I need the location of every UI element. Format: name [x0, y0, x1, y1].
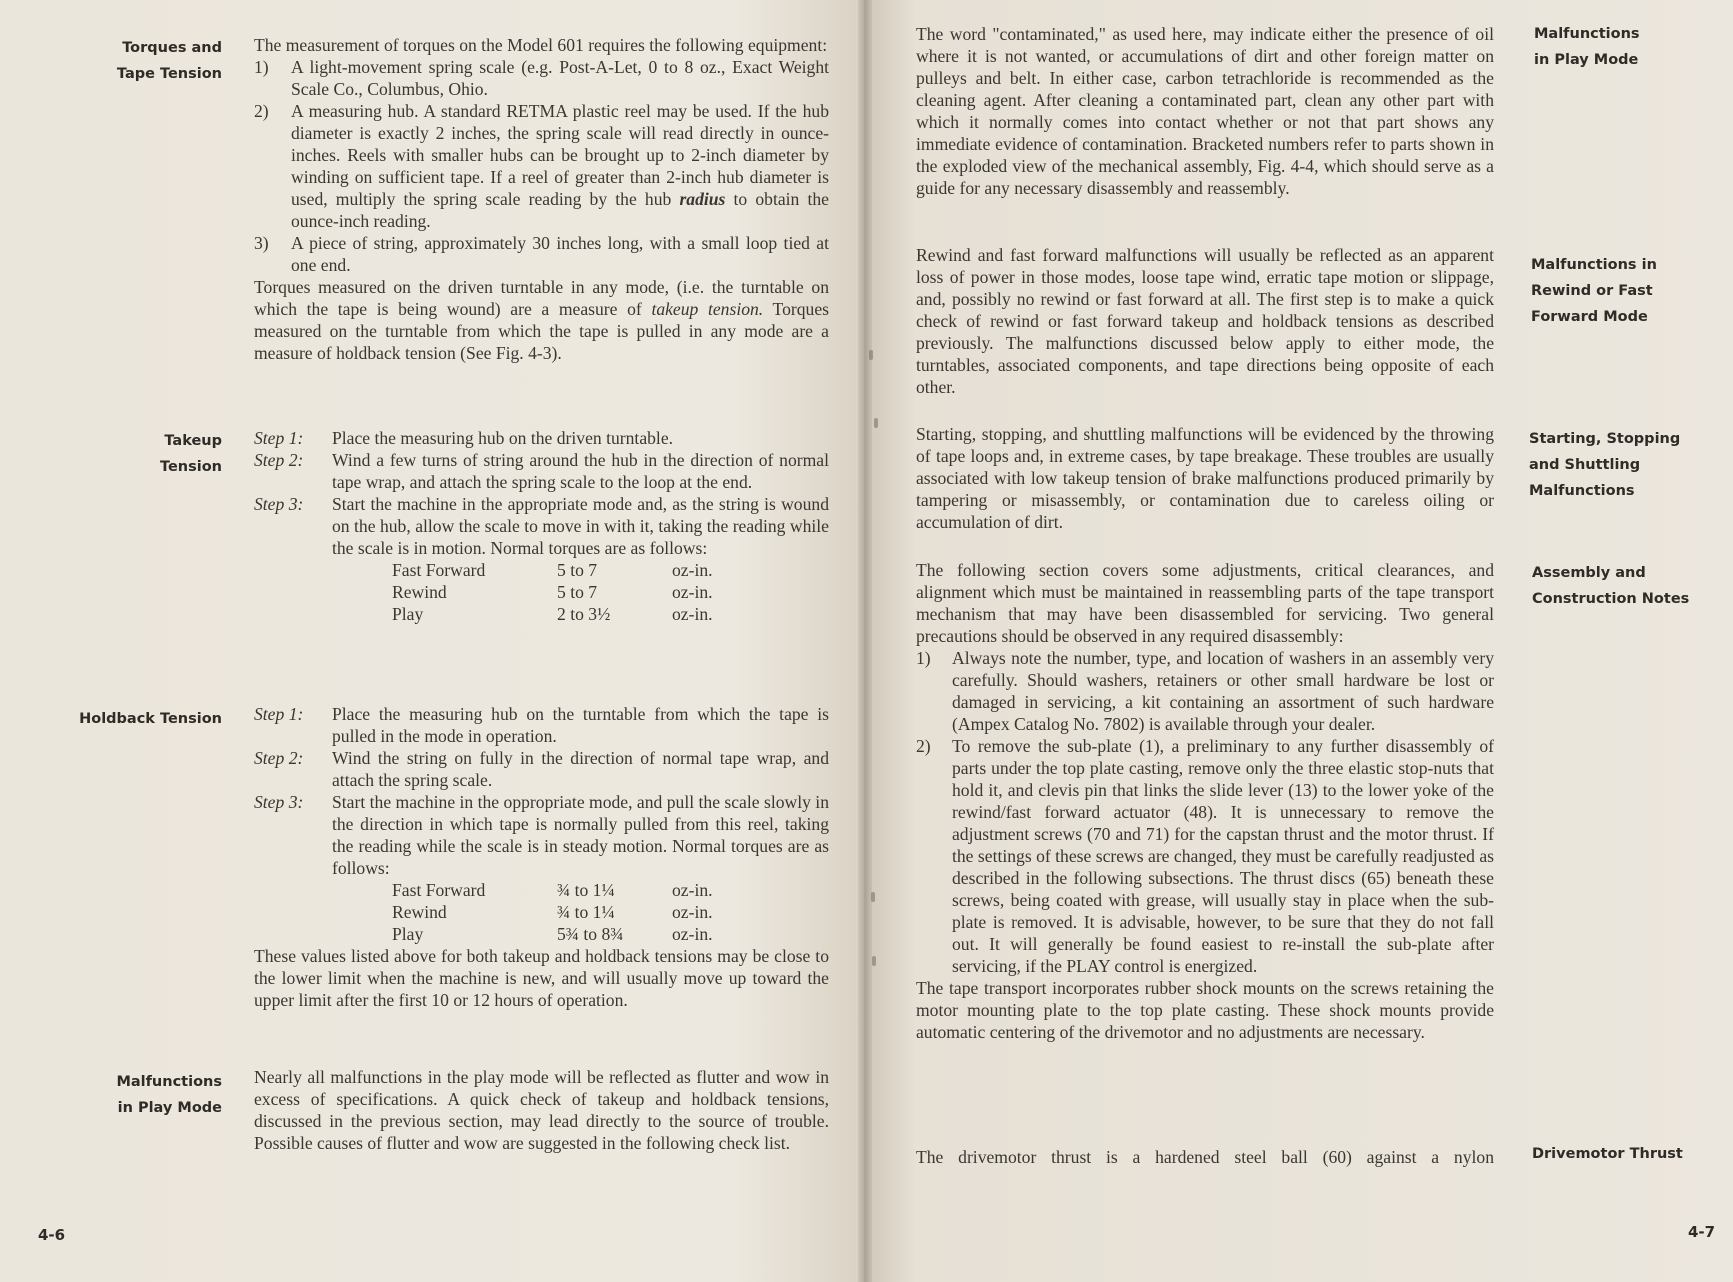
holdback-section: [254, 703, 829, 1011]
table-row: Play 5¾ to 8¾ oz-in.: [392, 924, 713, 944]
takeup-section: [254, 427, 829, 625]
starting-section: Starting, stopping, and shuttling malfunctions will be evidenced by the throwing of tape loops and, in extreme cases, by tape breakage. These troubles are usually associated with low takeup tension of brake malfunctions produced primarily by tampering or misassembly, or contamination due to careless oiling or accumulation of dirt.: [916, 424, 1494, 532]
list-item: 1) Always note the number, type, and location of washers in an assembly very carefully. Should washers, retainers or other small hardware be lost or damaged in servicing, a kit containing an assortment of such hardware (Ampex Catalog No. 7802) is available through your dealer.: [916, 648, 1494, 734]
list-item: 2) A measuring hub. A standard RETMA plastic reel may be used. If the hub diameter is exactly 2 inches, the spring scale will read directly in ounce-inches. Reels with smaller hubs can be brought up to 2-inch diameter by winding on sufficient tape. If a reel of greater than 2-inch hub diameter is used, multiply the spring scale reading by the hub radius to obtain the ounce-inch reading.: [254, 101, 829, 231]
print-speck: [872, 956, 876, 966]
print-speck: [874, 418, 878, 428]
list-item: 2) To remove the sub-plate (1), a preliminary to any further disassembly of parts under the top plate casting, remove only the three elastic stop-nuts that hold it, and clevis pin that links the slide lever (13) to the lower yoke of the rewind/fast forward actuator (48). It is unnecessary to remove the adjustment screws (70 and 71) for the capstan thrust and the motor thrust. If the settings of these screws are changed, they must be carefully readjusted as described in the following subsections. The thrust discs (65) beneath these screws, being coated with grease, will usually stay in place when the sub-plate is removed. It is advisable, however, to be sure that they do not fall out. It will generally be found easiest to re-install the sub-plate after servicing, if the PLAY control is energized.: [916, 736, 1494, 976]
book-gutter: [858, 0, 872, 1282]
assembly-section: The following section covers some adjustments, critical clearances, and alignment which must be maintained in reassembling parts of the tape transport mechanism that may have been disassembled for servicing. Two general precautions should be observed in any required disassembly: 1) Always note the number, type, and location of washers in an assembly very carefully. Should washers, retainers or other small hardware be lost or damaged in servicing, a kit containing an assortment of such hardware (Ampex Catalog No. 7802) is available through your dealer. 2) To remove the sub-plate (1), a preliminary to any further disassembly of parts under the top plate casting, remove only the three elastic stop-nuts that hold it, and clevis pin that links the slide lever (13) to the lower yoke of the rewind/fast forward actuator (48). It is unnecessary to remove the adjustment screws (70 and 71) for the capstan thrust and the motor thrust. If the settings of these screws are changed, they must be carefully readjusted as described in the following subsections. The thrust discs (65) beneath these screws, being coated with grease, will usually stay in place when the sub-plate is removed. It is advisable, however, to be sure that they do not fall out. It will generally be found easiest to re-install the sub-plate after servicing, if the PLAY control is energized. The tape transport incorporates rubber shock mounts on the screws retaining the motor mounting plate to the top plate casting. These shock mounts provide automatic centering of the drivemotor and no adjustments are necessary.: [916, 560, 1494, 1042]
step: Step 3: Start the machine in the oppropriate mode, and pull the scale slowly in the direction in which tape is normally pulled from this reel, taking the reading while the scale is in steady motion. Normal torques are as follows:: [254, 792, 829, 878]
holdback-torque-table: [392, 879, 713, 945]
step: Step 1: Place the measuring hub on the turntable from which the tape is pulled in the mode in operation.: [254, 704, 829, 746]
heading-play-mode: Malfunctions in Play Mode: [116, 1074, 222, 1116]
step: Step 2: Wind a few turns of string around the hub in the direction of normal tape wrap, and attach the spring scale to the loop at the end.: [254, 450, 829, 492]
table-row: Play 2 to 3½ oz-in.: [392, 604, 713, 624]
play-mode-section: Nearly all malfunctions in the play mode will be reflected as flutter and wow in excess of specifications. A quick check of takeup and holdback tensions, discussed in the previous section, may lead directly to the source of trouble. Possible causes of flutter and wow are suggested in the following check list.: [254, 1067, 829, 1153]
step: Step 2: Wind the string on fully in the direction of normal tape wrap, and attach the spring scale.: [254, 748, 829, 790]
print-speck: [871, 892, 875, 902]
heading-holdback: Holdback Tension: [79, 711, 222, 727]
torques-section: [254, 34, 829, 364]
table-row: Rewind ¾ to 1¼ oz-in.: [392, 902, 713, 922]
table-row: Fast Forward 5 to 7 oz-in.: [392, 560, 713, 580]
page-number-right: 4-7: [1688, 1223, 1716, 1241]
heading-assembly: Assembly and Construction Notes: [1532, 565, 1690, 607]
step: Step 3: Start the machine in the appropriate mode and, as the string is wound on the hub, allow the scale to move in with it, taking the reading while the scale is in motion. Normal torques are as follows:: [254, 494, 829, 558]
play-mode-cont-section: The word "contaminated," as used here, may indicate either the presence of oil where it is not wanted, or accumulations of dirt and other foreign matter on pulleys and belt. In either case, carbon tetrachloride is recommended as the cleaning agent. After cleaning a contaminated part, clean any other part with which it normally comes into contact whether or not that part shows any immediate evidence of contamination. Bracketed numbers refer to parts shown in the exploded view of the mechanical assembly, Fig. 4-4, which should serve as a guide for any necessary disassembly and reassembly.: [916, 24, 1494, 198]
torques-closing: Torques measured on the driven turntable in any mode, (i.e. the turntable on which the tape is being wound) are a measure of takeup tension. Torques measured on the turntable from which the tape is pulled in any mode are a measure of holdback tension (See Fig. 4-3).: [254, 277, 829, 363]
list-item: 1) A light-movement spring scale (e.g. Post-A-Let, 0 to 8 oz., Exact Weight Scale Co., Columbus, Ohio.: [254, 57, 829, 99]
torques-intro: The measurement of torques on the Model 601 requires the following equipment:: [254, 35, 828, 55]
holdback-closing: These values listed above for both takeup and holdback tensions may be close to the lower limit when the machine is new, and will usually move up toward the upper limit after the first 10 or 12 hours of operation.: [254, 946, 829, 1010]
drivemotor-section: The drivemotor thrust is a hardened steel ball (60) against a nylon: [916, 1147, 1494, 1167]
print-speck: [869, 350, 873, 360]
heading-starting: Starting, Stopping and Shuttling Malfunctions: [1529, 431, 1681, 499]
heading-torques: Torques and Tape Tension: [116, 40, 222, 82]
heading-drivemotor: Drivemotor Thrust: [1532, 1146, 1683, 1162]
list-item: 3) A piece of string, approximately 30 inches long, with a small loop tied at one end.: [254, 233, 829, 275]
table-row: Rewind 5 to 7 oz-in.: [392, 582, 713, 602]
takeup-torque-table: [392, 559, 713, 625]
page-number-left: 4-6: [38, 1226, 66, 1244]
heading-takeup: Takeup Tension: [159, 433, 222, 475]
table-row: Fast Forward ¾ to 1¼ oz-in.: [392, 880, 713, 900]
rewind-ff-section: Rewind and fast forward malfunctions will usually be reflected as an apparent loss of power in those modes, loose tape wind, erratic tape motion or slippage, and, possibly no rewind or fast forward at all. The first step is to make a quick check of rewind or fast forward takeup and holdback tensions as described previously. The malfunctions discussed below apply to either mode, the turntables, associated components, and tape directions being opposite of each other.: [916, 245, 1494, 397]
heading-play-mode-right: Malfunctions in Play Mode: [1534, 26, 1640, 68]
step: Step 1: Place the measuring hub on the driven turntable.: [254, 428, 674, 448]
heading-rewind-ff: Malfunctions in Rewind or Fast Forward Mode: [1531, 257, 1657, 325]
